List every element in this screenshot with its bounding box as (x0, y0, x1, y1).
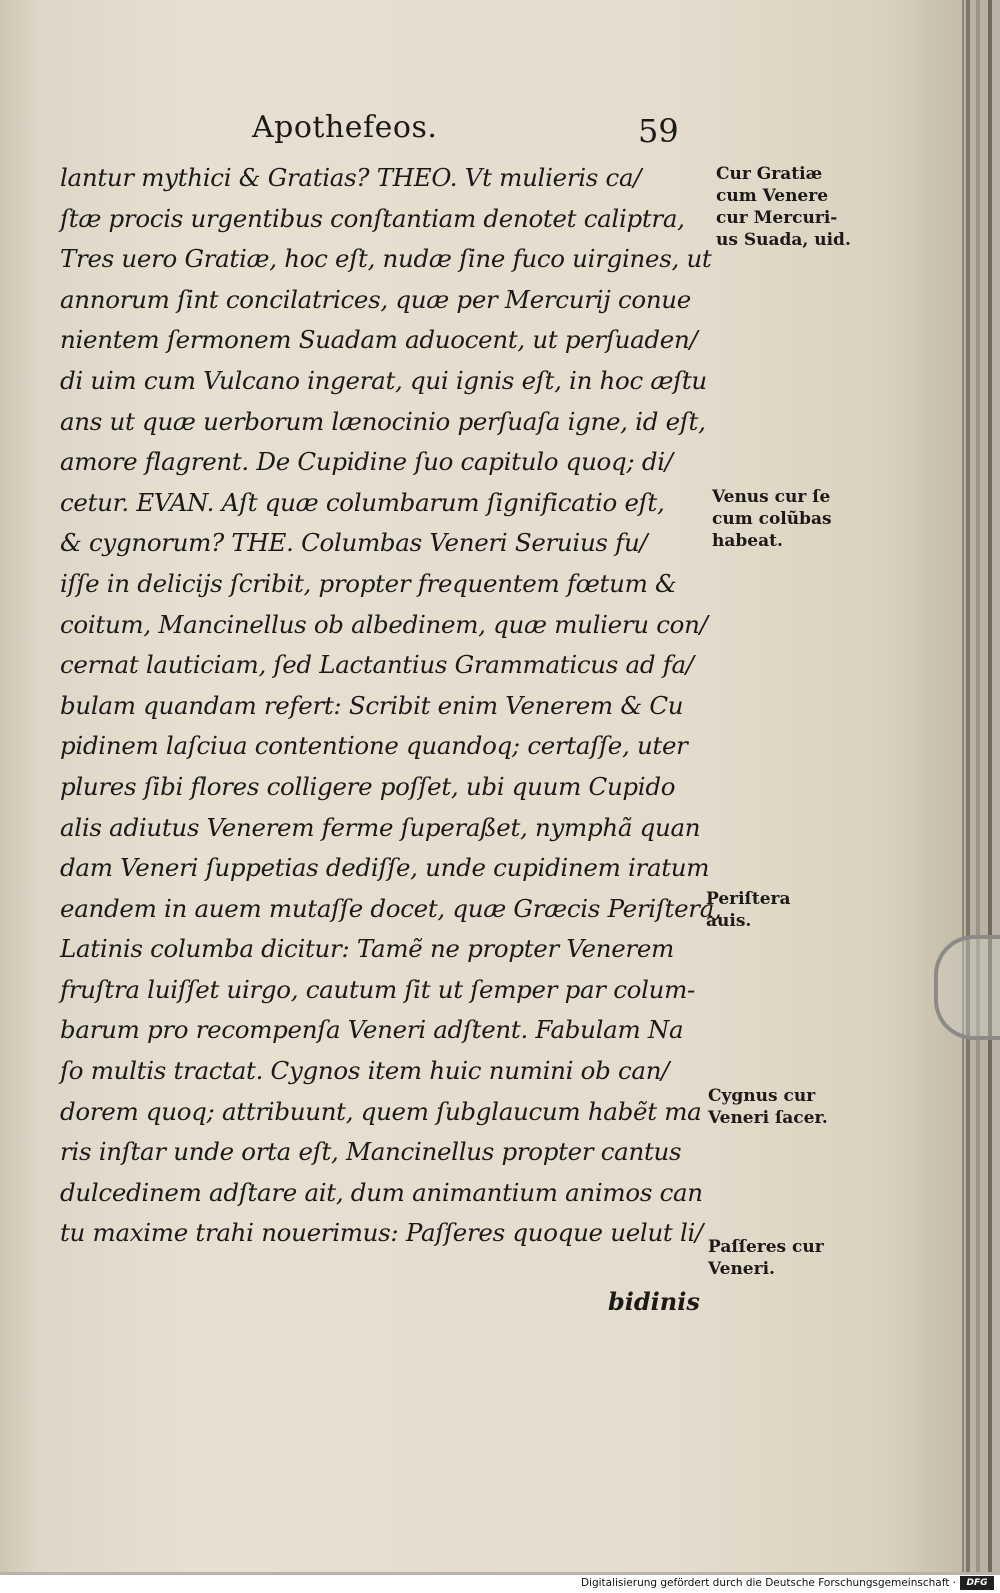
margin-note-venus (712, 486, 832, 552)
margin-note-line: us Suada, uid. (716, 230, 851, 250)
text-line: tu maxime trahi nouerimus: Paſſeres quoque uelut li/ (60, 1218, 703, 1248)
text-line: di uim cum Vulcano ingerat, qui ignis eſt, in hoc æſtu (60, 365, 707, 395)
book-clip (934, 935, 1000, 1040)
text-line: cernat lauticiam, ſed Lactantius Grammaticus ad fa/ (60, 650, 694, 680)
margin-note-line: Veneri. (708, 1259, 775, 1279)
text-line: & cygnorum? THE. Columbas Veneri Seruius fu/ (60, 528, 648, 558)
text-line: alis adiutus Venerem ferme ſuperaßet, nymphã quan (60, 812, 701, 842)
dfg-logo-icon: DFG (960, 1576, 994, 1590)
text-line: plures ſibi flores colligere poſſet, ubi quum Cupido (60, 771, 676, 801)
text-line: ſtæ procis urgentibus conſtantiam denotet caliptra, (60, 203, 685, 233)
page-edge (988, 0, 992, 1572)
margin-note-line: cur Mercuri- (716, 208, 838, 228)
text-line: amore flagrent. De Cupidine ſuo capitulo quoq; di/ (60, 447, 673, 477)
text-line: dorem quoq; attribuunt, quem ſubglaucum habẽt ma (60, 1096, 702, 1126)
margin-note-line: Venus cur ſe (712, 487, 831, 507)
margin-note-line: habeat. (712, 531, 783, 551)
text-line: bulam quandam refert: Scribit enim Venerem & Cu (60, 690, 684, 720)
margin-note-cygnus (708, 1085, 828, 1129)
text-line: Latinis columba dicitur: Tamẽ ne propter Venerem (60, 934, 674, 964)
text-line: ans ut quæ uerborum lænocinio perſuaſa igne, id eſt, (60, 406, 706, 436)
text-line: lantur mythici & Gratias? THEO. Vt mulieris ca/ (60, 163, 642, 192)
page-edge (966, 0, 970, 1572)
digitization-footer (0, 1575, 1000, 1593)
text-line: ſo multis tractat. Cygnos item huic numini ob can/ (60, 1056, 670, 1086)
text-line: iſſe in delicijs ſcribit, propter frequentem fœtum & (60, 568, 677, 598)
page-number: 59 (638, 112, 679, 150)
margin-note-line: cum colũbas (712, 509, 832, 529)
text-line: fruſtra luiſſet uirgo, cautum ſit ut ſemper par colum- (60, 974, 696, 1004)
catchword: bidinis (608, 1287, 700, 1316)
margin-note-line: Cur Gratiæ (716, 164, 823, 184)
main-text-block (60, 158, 722, 1254)
footer-credit: Digitalisierung gefördert durch die Deutsche Forschungsgemeinschaft · (580, 1577, 956, 1589)
margin-note-peristera (706, 888, 791, 932)
margin-note-line: cum Venere (716, 186, 829, 206)
text-line: barum pro recompenſa Veneri adſtent. Fabulam Na (60, 1015, 684, 1045)
running-head: Apothefeos. (252, 110, 438, 145)
page-edge (976, 0, 980, 1572)
text-line: Tres uero Gratiæ, hoc eſt, nudæ ſine fuco uirgines, ut (60, 244, 712, 274)
text-line: eandem in auem mutaſſe docet, quæ Græcis Periſtera, (60, 893, 722, 923)
margin-note-line: Paſſeres cur (708, 1237, 824, 1257)
text-line: dulcedinem adſtare ait, dum animantium animos can (60, 1177, 703, 1207)
margin-note-gratiae (716, 163, 851, 251)
text-line: annorum ſint concilatrices, quæ per Mercurij conue (60, 284, 691, 314)
text-line: pidinem laſciua contentione quandoq; certaſſe, uter (60, 731, 688, 761)
margin-note-line: Cygnus cur (708, 1086, 816, 1106)
margin-note-line: auis. (706, 911, 752, 931)
margin-note-line: Veneri ſacer. (708, 1108, 828, 1128)
margin-note-line: Periſtera (706, 889, 791, 909)
text-line: dam Veneri ſuppetias dediſſe, unde cupidinem iratum (60, 853, 710, 883)
margin-note-passeres (708, 1236, 824, 1280)
text-line: ris inſtar unde orta eſt, Mancinellus propter cantus (60, 1137, 682, 1167)
text-line: cetur. EVAN. Aſt quæ columbarum ſignificatio eſt, (60, 487, 665, 517)
text-line: nientem ſermonem Suadam aduocent, ut perſuaden/ (60, 325, 698, 355)
text-line: coitum, Mancinellus ob albedinem, quæ mulieru con/ (60, 609, 708, 639)
